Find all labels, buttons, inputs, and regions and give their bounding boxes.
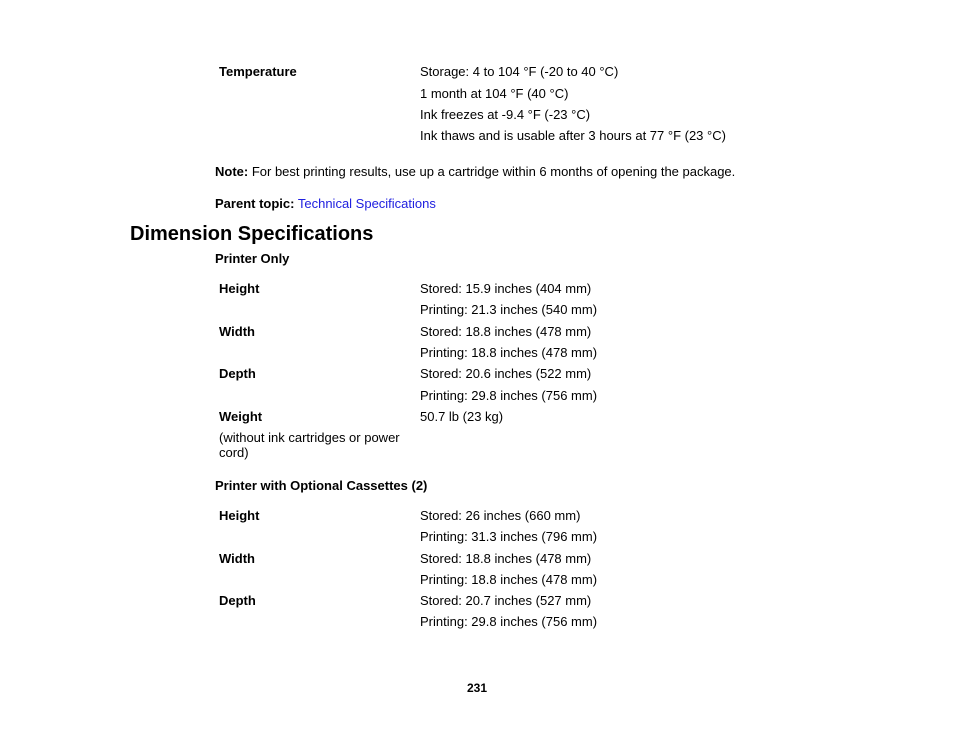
temperature-month: 1 month at 104 °F (40 °C) [420, 86, 569, 101]
temperature-thaw: Ink thaws and is usable after 3 hours at 77 °F (23 °C) [420, 128, 726, 143]
wc-width-stored: Stored: 18.8 inches (478 mm) [420, 551, 592, 566]
note-label: Note: [215, 164, 249, 179]
po-width-stored: Stored: 18.8 inches (478 mm) [420, 324, 592, 339]
parent-topic-label: Parent topic: [215, 196, 295, 211]
po-weight-label: Weight [219, 409, 263, 424]
po-weight-note: (without ink cartridges or power cord) [219, 430, 400, 460]
parent-topic-link[interactable]: Technical Specifications [297, 196, 436, 211]
po-depth-printing: Printing: 29.8 inches (756 mm) [420, 388, 598, 403]
temperature-freeze: Ink freezes at -9.4 °F (-23 °C) [420, 107, 591, 122]
printer-only-heading: Printer Only [215, 251, 290, 266]
wc-height-label: Height [219, 508, 260, 523]
po-height-printing: Printing: 21.3 inches (540 mm) [420, 302, 598, 317]
section-title: Dimension Specifications [130, 223, 374, 245]
temperature-storage: Storage: 4 to 104 °F (-20 to 40 °C) [420, 64, 619, 79]
wc-depth-printing: Printing: 29.8 inches (756 mm) [420, 614, 598, 629]
wc-width-label: Width [219, 551, 255, 566]
po-weight-value: 50.7 lb (23 kg) [420, 409, 504, 424]
po-depth-label: Depth [219, 366, 256, 381]
wc-height-printing: Printing: 31.3 inches (796 mm) [420, 529, 598, 544]
note-text: For best printing results, use up a cartridge within 6 months of opening the package. [248, 164, 736, 179]
wc-width-printing: Printing: 18.8 inches (478 mm) [420, 572, 598, 587]
page-number: 231 [466, 681, 488, 695]
po-depth-stored: Stored: 20.6 inches (522 mm) [420, 366, 592, 381]
wc-depth-stored: Stored: 20.7 inches (527 mm) [420, 593, 592, 608]
cassettes-heading: Printer with Optional Cassettes (2) [215, 478, 428, 493]
po-height-stored: Stored: 15.9 inches (404 mm) [420, 281, 592, 296]
parent-topic [215, 196, 436, 211]
wc-height-stored: Stored: 26 inches (660 mm) [420, 508, 581, 523]
wc-depth-label: Depth [219, 593, 256, 608]
po-height-label: Height [219, 281, 260, 296]
note [215, 164, 735, 179]
temperature-label: Temperature [219, 64, 297, 79]
po-width-label: Width [219, 324, 255, 339]
po-width-printing: Printing: 18.8 inches (478 mm) [420, 345, 598, 360]
